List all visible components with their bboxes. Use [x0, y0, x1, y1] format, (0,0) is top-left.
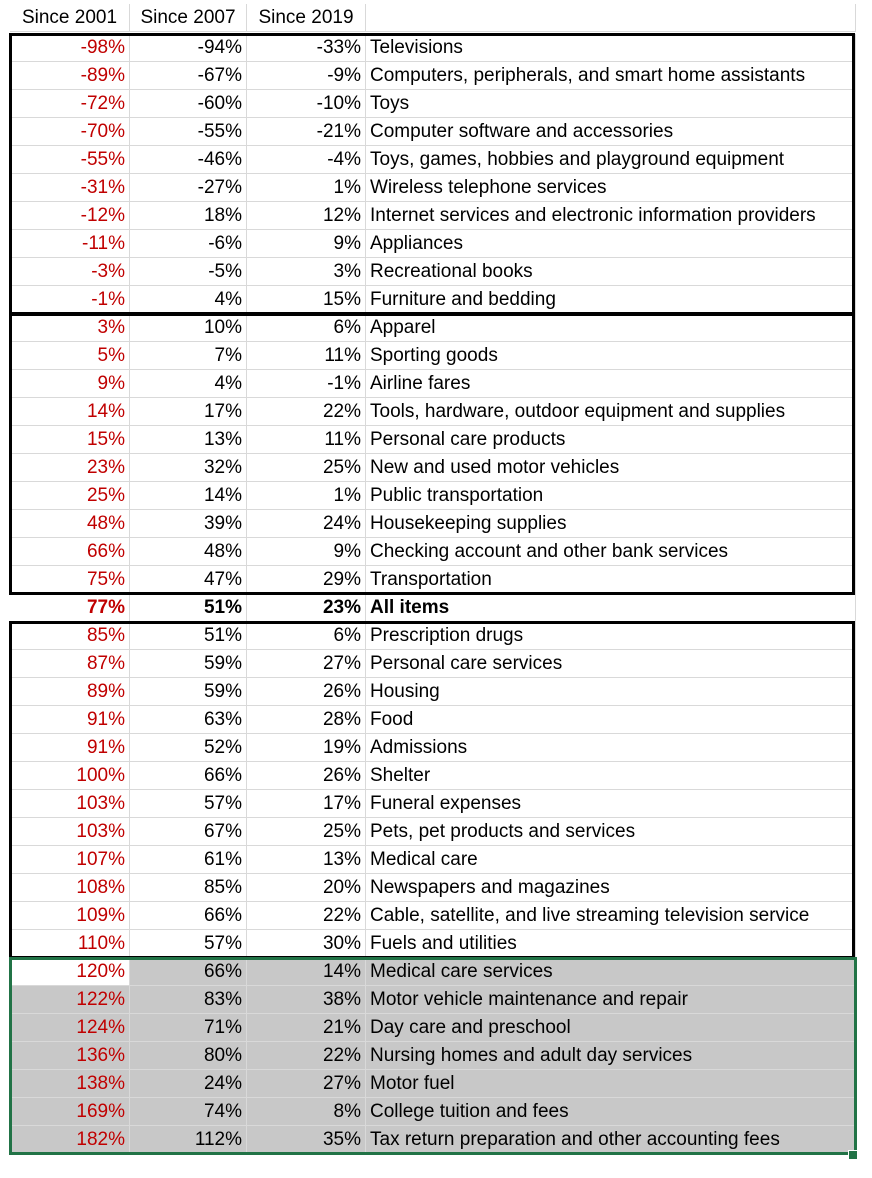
since-2007-cell[interactable]: 18% — [130, 202, 247, 230]
since-2001-cell[interactable]: 5% — [10, 342, 130, 370]
since-2007-cell[interactable]: 32% — [130, 454, 247, 482]
since-2001-cell[interactable]: 77% — [10, 594, 130, 622]
since-2007-cell[interactable]: 57% — [130, 790, 247, 818]
since-2001-cell[interactable]: 124% — [10, 1014, 130, 1042]
since-2007-cell[interactable]: 71% — [130, 1014, 247, 1042]
category-label-cell[interactable]: Personal care services — [366, 650, 856, 678]
category-label-cell[interactable]: Motor vehicle maintenance and repair — [366, 986, 856, 1014]
category-label-cell[interactable]: Food — [366, 706, 856, 734]
since-2001-cell[interactable]: 103% — [10, 818, 130, 846]
since-2001-cell[interactable]: 107% — [10, 846, 130, 874]
category-label-cell[interactable]: Toys, games, hobbies and playground equipment — [366, 146, 856, 174]
since-2019-cell[interactable]: 17% — [247, 790, 366, 818]
since-2007-cell[interactable]: 66% — [130, 762, 247, 790]
category-label-cell[interactable]: College tuition and fees — [366, 1098, 856, 1126]
since-2001-cell[interactable]: 89% — [10, 678, 130, 706]
category-label-cell[interactable]: Housekeeping supplies — [366, 510, 856, 538]
category-label-cell[interactable]: Housing — [366, 678, 856, 706]
category-label-cell[interactable]: Computer software and accessories — [366, 118, 856, 146]
since-2019-cell[interactable]: -4% — [247, 146, 366, 174]
since-2019-cell[interactable]: 6% — [247, 314, 366, 342]
since-2007-cell[interactable]: -46% — [130, 146, 247, 174]
since-2007-cell[interactable]: -5% — [130, 258, 247, 286]
category-label-cell[interactable]: Internet services and electronic information providers — [366, 202, 856, 230]
since-2019-cell[interactable]: 27% — [247, 650, 366, 678]
since-2007-cell[interactable]: 7% — [130, 342, 247, 370]
category-label-cell[interactable]: Sporting goods — [366, 342, 856, 370]
since-2019-cell[interactable]: 27% — [247, 1070, 366, 1098]
since-2007-cell[interactable]: 10% — [130, 314, 247, 342]
since-2001-cell[interactable]: -72% — [10, 90, 130, 118]
since-2019-cell[interactable]: 22% — [247, 398, 366, 426]
since-2001-cell[interactable]: 122% — [10, 986, 130, 1014]
since-2007-cell[interactable]: 13% — [130, 426, 247, 454]
since-2007-cell[interactable]: -67% — [130, 62, 247, 90]
category-label-cell[interactable]: Admissions — [366, 734, 856, 762]
category-label-cell[interactable]: Medical care — [366, 846, 856, 874]
since-2007-cell[interactable]: 51% — [130, 594, 247, 622]
since-2007-cell[interactable]: -27% — [130, 174, 247, 202]
since-2001-cell[interactable]: -70% — [10, 118, 130, 146]
since-2001-cell[interactable]: 3% — [10, 314, 130, 342]
since-2001-cell[interactable]: 23% — [10, 454, 130, 482]
since-2019-cell[interactable]: 24% — [247, 510, 366, 538]
since-2007-cell[interactable]: 112% — [130, 1126, 247, 1154]
since-2019-cell[interactable]: 1% — [247, 174, 366, 202]
since-2007-cell[interactable]: 4% — [130, 286, 247, 314]
since-2007-cell[interactable]: 66% — [130, 958, 247, 986]
since-2007-cell[interactable]: 61% — [130, 846, 247, 874]
category-label-cell[interactable]: Prescription drugs — [366, 622, 856, 650]
category-label-cell[interactable]: Public transportation — [366, 482, 856, 510]
category-label-cell[interactable]: Medical care services — [366, 958, 856, 986]
since-2019-cell[interactable]: 11% — [247, 426, 366, 454]
since-2001-cell[interactable]: 9% — [10, 370, 130, 398]
category-label-cell[interactable]: Pets, pet products and services — [366, 818, 856, 846]
since-2007-cell[interactable]: 47% — [130, 566, 247, 594]
since-2007-cell[interactable]: -6% — [130, 230, 247, 258]
since-2019-cell[interactable]: 12% — [247, 202, 366, 230]
since-2007-cell[interactable]: 57% — [130, 930, 247, 958]
since-2001-cell[interactable]: 66% — [10, 538, 130, 566]
category-label-cell[interactable]: Tax return preparation and other accounting fees — [366, 1126, 856, 1154]
since-2007-cell[interactable]: -60% — [130, 90, 247, 118]
fill-handle[interactable] — [848, 1150, 858, 1160]
since-2019-cell[interactable]: 20% — [247, 874, 366, 902]
category-label-cell[interactable]: All items — [366, 594, 856, 622]
since-2007-cell[interactable]: -55% — [130, 118, 247, 146]
since-2019-cell[interactable]: 3% — [247, 258, 366, 286]
since-2007-cell[interactable]: 52% — [130, 734, 247, 762]
since-2007-cell[interactable]: 74% — [130, 1098, 247, 1126]
since-2019-cell[interactable]: 9% — [247, 230, 366, 258]
category-label-cell[interactable]: Cable, satellite, and live streaming television service — [366, 902, 856, 930]
since-2001-cell[interactable]: 85% — [10, 622, 130, 650]
since-2001-cell[interactable]: 103% — [10, 790, 130, 818]
category-label-cell[interactable]: Funeral expenses — [366, 790, 856, 818]
since-2007-cell[interactable]: 51% — [130, 622, 247, 650]
since-2007-cell[interactable]: 4% — [130, 370, 247, 398]
since-2019-cell[interactable]: 19% — [247, 734, 366, 762]
since-2001-cell[interactable]: 91% — [10, 706, 130, 734]
category-label-cell[interactable]: Day care and preschool — [366, 1014, 856, 1042]
since-2001-cell[interactable]: 75% — [10, 566, 130, 594]
category-label-cell[interactable]: Furniture and bedding — [366, 286, 856, 314]
since-2019-cell[interactable]: 38% — [247, 986, 366, 1014]
category-label-cell[interactable]: Motor fuel — [366, 1070, 856, 1098]
since-2007-cell[interactable]: 14% — [130, 482, 247, 510]
category-label-cell[interactable]: Fuels and utilities — [366, 930, 856, 958]
since-2001-cell[interactable]: 108% — [10, 874, 130, 902]
since-2019-cell[interactable]: 26% — [247, 762, 366, 790]
since-2007-cell[interactable]: 59% — [130, 650, 247, 678]
since-2001-cell[interactable]: 169% — [10, 1098, 130, 1126]
since-2001-cell[interactable]: -3% — [10, 258, 130, 286]
since-2019-cell[interactable]: 22% — [247, 902, 366, 930]
since-2019-cell[interactable]: -9% — [247, 62, 366, 90]
since-2001-cell[interactable]: -1% — [10, 286, 130, 314]
since-2019-cell[interactable]: -21% — [247, 118, 366, 146]
since-2001-cell[interactable]: -12% — [10, 202, 130, 230]
since-2001-cell[interactable]: -11% — [10, 230, 130, 258]
since-2019-cell[interactable]: 30% — [247, 930, 366, 958]
since-2001-cell[interactable]: 48% — [10, 510, 130, 538]
since-2001-cell[interactable]: 182% — [10, 1126, 130, 1154]
since-2001-cell[interactable]: -55% — [10, 146, 130, 174]
since-2019-cell[interactable]: 15% — [247, 286, 366, 314]
since-2007-cell[interactable]: -94% — [130, 34, 247, 62]
since-2007-cell[interactable]: 85% — [130, 874, 247, 902]
category-label-cell[interactable]: Toys — [366, 90, 856, 118]
since-2019-cell[interactable]: 6% — [247, 622, 366, 650]
since-2001-cell[interactable]: 25% — [10, 482, 130, 510]
since-2001-cell[interactable]: 110% — [10, 930, 130, 958]
since-2019-cell[interactable]: -10% — [247, 90, 366, 118]
category-label-cell[interactable]: Shelter — [366, 762, 856, 790]
since-2007-cell[interactable]: 80% — [130, 1042, 247, 1070]
since-2001-cell[interactable]: 138% — [10, 1070, 130, 1098]
since-2001-cell[interactable]: 109% — [10, 902, 130, 930]
since-2019-cell[interactable]: 8% — [247, 1098, 366, 1126]
category-label-cell[interactable]: New and used motor vehicles — [366, 454, 856, 482]
since-2007-cell[interactable]: 17% — [130, 398, 247, 426]
since-2019-cell[interactable]: -1% — [247, 370, 366, 398]
since-2001-cell[interactable]: 15% — [10, 426, 130, 454]
since-2019-cell[interactable]: 28% — [247, 706, 366, 734]
since-2007-cell[interactable]: 63% — [130, 706, 247, 734]
category-label-cell[interactable]: Recreational books — [366, 258, 856, 286]
since-2001-cell[interactable]: 120% — [10, 958, 130, 986]
since-2019-cell[interactable]: 25% — [247, 818, 366, 846]
since-2007-cell[interactable]: 83% — [130, 986, 247, 1014]
since-2001-cell[interactable]: 91% — [10, 734, 130, 762]
category-label-cell[interactable]: Televisions — [366, 34, 856, 62]
category-label-cell[interactable]: Personal care products — [366, 426, 856, 454]
since-2019-cell[interactable]: 23% — [247, 594, 366, 622]
since-2019-cell[interactable]: 14% — [247, 958, 366, 986]
since-2001-cell[interactable]: 136% — [10, 1042, 130, 1070]
header-cell-2[interactable]: Since 2007 — [130, 4, 247, 32]
category-label-cell[interactable]: Checking account and other bank services — [366, 538, 856, 566]
since-2007-cell[interactable]: 48% — [130, 538, 247, 566]
since-2019-cell[interactable]: 22% — [247, 1042, 366, 1070]
since-2001-cell[interactable]: -98% — [10, 34, 130, 62]
category-label-cell[interactable]: Computers, peripherals, and smart home assistants — [366, 62, 856, 90]
since-2007-cell[interactable]: 66% — [130, 902, 247, 930]
since-2007-cell[interactable]: 59% — [130, 678, 247, 706]
header-cell-1[interactable]: Since 2001 — [10, 4, 130, 32]
since-2007-cell[interactable]: 24% — [130, 1070, 247, 1098]
category-label-cell[interactable]: Apparel — [366, 314, 856, 342]
since-2019-cell[interactable]: -33% — [247, 34, 366, 62]
since-2019-cell[interactable]: 1% — [247, 482, 366, 510]
since-2019-cell[interactable]: 13% — [247, 846, 366, 874]
since-2001-cell[interactable]: 87% — [10, 650, 130, 678]
since-2001-cell[interactable]: 14% — [10, 398, 130, 426]
since-2001-cell[interactable]: 100% — [10, 762, 130, 790]
category-label-cell[interactable]: Airline fares — [366, 370, 856, 398]
category-label-cell[interactable]: Tools, hardware, outdoor equipment and supplies — [366, 398, 856, 426]
category-label-cell[interactable]: Transportation — [366, 566, 856, 594]
since-2001-cell[interactable]: -89% — [10, 62, 130, 90]
since-2019-cell[interactable]: 26% — [247, 678, 366, 706]
header-cell-3[interactable]: Since 2019 — [247, 4, 366, 32]
category-label-cell[interactable]: Wireless telephone services — [366, 174, 856, 202]
since-2019-cell[interactable]: 21% — [247, 1014, 366, 1042]
since-2019-cell[interactable]: 29% — [247, 566, 366, 594]
since-2001-cell[interactable]: -31% — [10, 174, 130, 202]
since-2007-cell[interactable]: 39% — [130, 510, 247, 538]
since-2019-cell[interactable]: 9% — [247, 538, 366, 566]
category-label-cell[interactable]: Nursing homes and adult day services — [366, 1042, 856, 1070]
since-2019-cell[interactable]: 35% — [247, 1126, 366, 1154]
since-2019-cell[interactable]: 25% — [247, 454, 366, 482]
header-cell-label[interactable] — [366, 4, 856, 32]
category-label-cell[interactable]: Appliances — [366, 230, 856, 258]
category-label-cell[interactable]: Newspapers and magazines — [366, 874, 856, 902]
since-2019-cell[interactable]: 11% — [247, 342, 366, 370]
since-2007-cell[interactable]: 67% — [130, 818, 247, 846]
